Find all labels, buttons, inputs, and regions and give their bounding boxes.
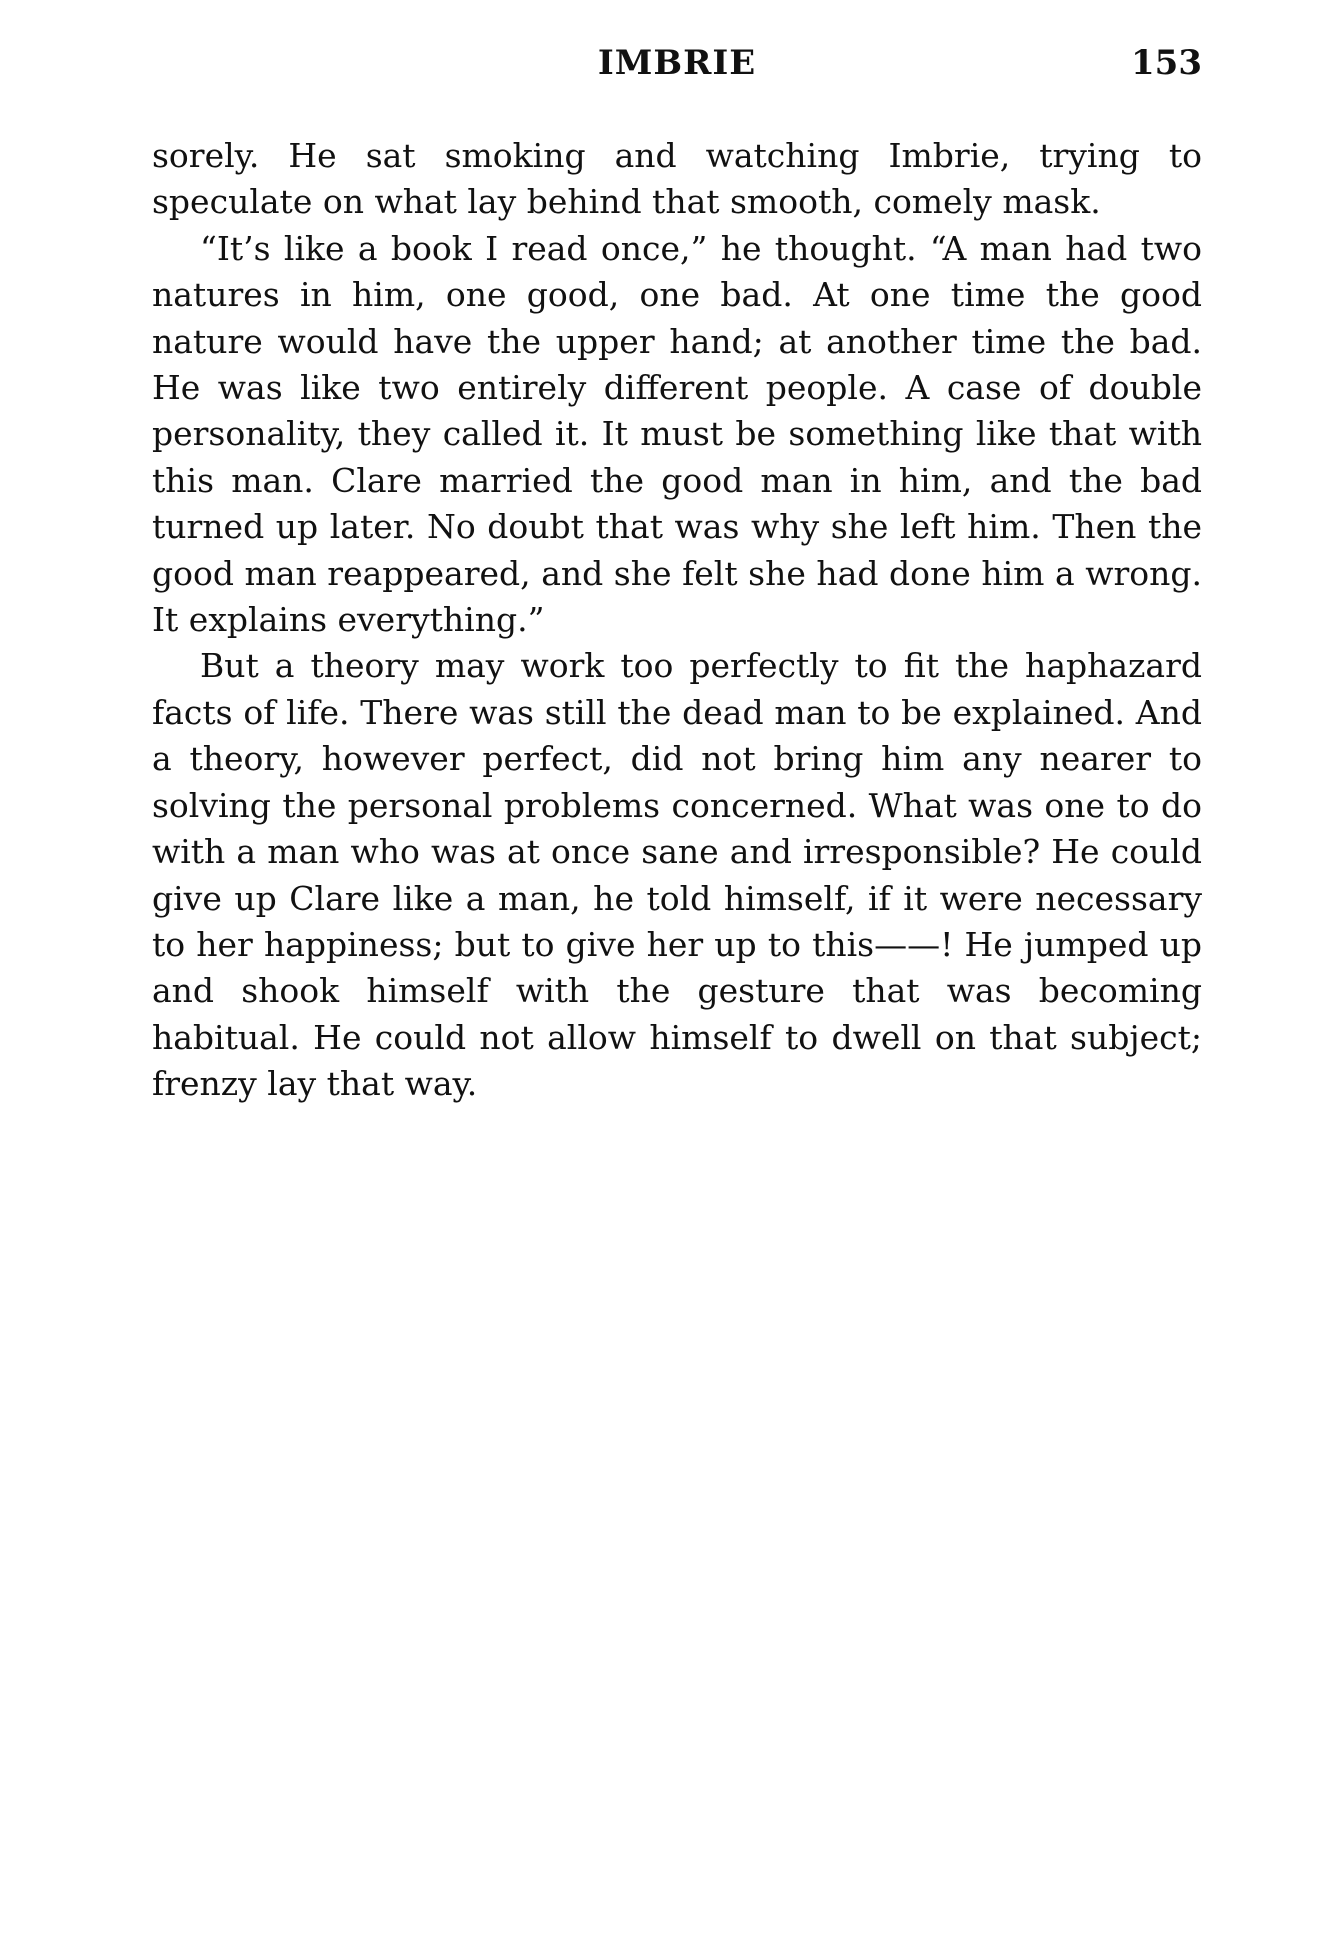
running-head	[152, 38, 1202, 88]
body-text	[152, 133, 1202, 1108]
paragraph-2: “It’s like a book I read once,” he thought. “A man had two natures in him, one good, one bad. At one time the good nature would have the upper hand; at another time the bad. He was like two entirely different people. A case of double personality, they called it. It must be something like that with this man. Clare married the good man in him, and the bad turned up later. No doubt that was why she left him. Then the good man reappeared, and she felt she had done him a wrong. It explains everything.”	[152, 228, 1202, 640]
paragraph-1: sorely. He sat smoking and watching Imbrie, trying to speculate on what lay behind that smooth, comely mask.	[152, 136, 1202, 222]
paragraph-3: But a theory may work too perfectly to fit the haphazard facts of life. There was still the dead man to be explained. And a theory, however perfect, did not bring him any nearer to solving the personal problems concerned. What was one to do with a man who was at once sane and irresponsible? He could give up Clare like a man, he told himself, if it were necessary to her happiness; but to give her up to this——! He jumped up and shook himself with the gesture that was becoming habitual. He could not allow himself to dwell on that subject; frenzy lay that way.	[152, 646, 1202, 1104]
page-number: 153	[1131, 43, 1202, 83]
running-title: IMBRIE	[597, 43, 757, 83]
